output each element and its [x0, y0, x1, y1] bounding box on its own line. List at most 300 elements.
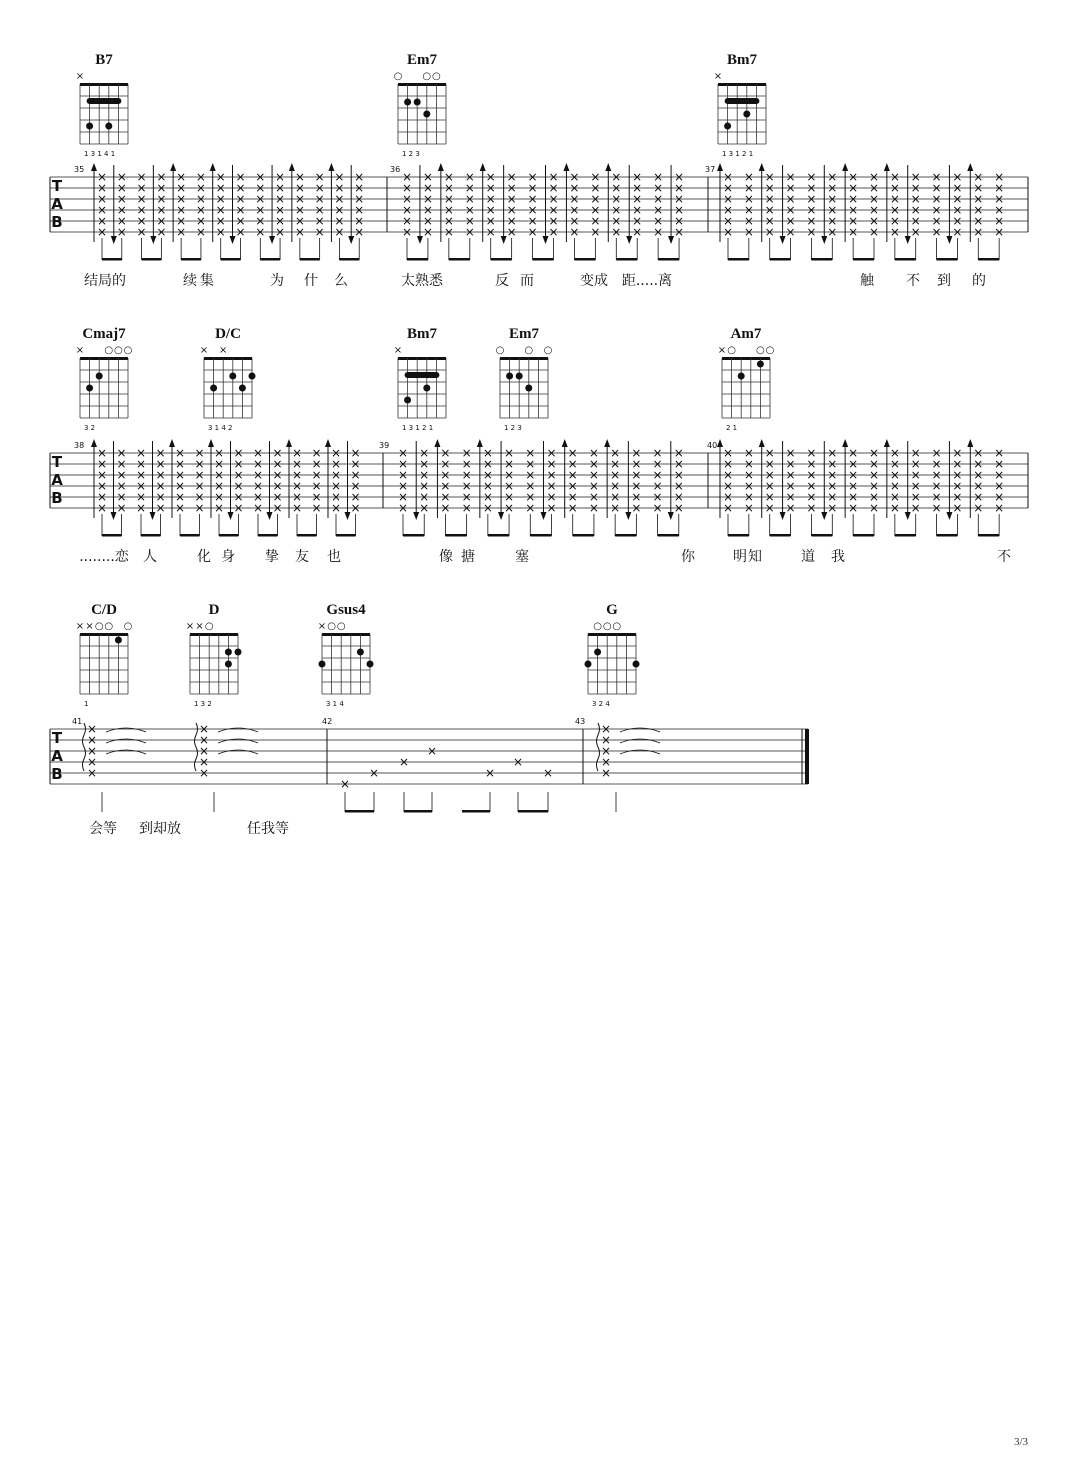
dead-note-mark: ×: [588, 468, 599, 482]
strum-column: [136, 446, 146, 536]
strum-column: [208, 439, 224, 536]
measure-number: 38: [74, 441, 85, 450]
strum-down-arrowhead: [821, 512, 827, 520]
strum-down-arrowhead: [267, 512, 273, 520]
strum-down-arrowhead: [498, 512, 504, 520]
dead-note-mark: ×: [674, 225, 685, 239]
strum-column: [842, 439, 858, 536]
strum-up-arrowhead: [967, 439, 973, 447]
open-mute-marker: ×: [185, 621, 195, 632]
dead-note-mark: ×: [973, 181, 984, 195]
tab-clef-letter: A: [51, 471, 63, 489]
dead-note-mark: ×: [135, 446, 147, 460]
dead-note-mark: ×: [422, 170, 433, 184]
dead-note-mark: ×: [610, 446, 621, 460]
dead-note-mark: ×: [136, 214, 147, 228]
strum-up-arrowhead: [325, 439, 331, 447]
strum-column: [228, 441, 244, 536]
dead-note-mark: ×: [350, 479, 361, 493]
nut: [322, 633, 370, 636]
open-mute-marker: ×: [393, 345, 403, 356]
dead-note-mark: ×: [116, 214, 127, 228]
dead-note-mark: ×: [311, 468, 322, 482]
dead-note-mark: ×: [195, 181, 206, 195]
measure-number: 43: [575, 717, 586, 726]
strum-column: [884, 163, 900, 260]
lyric-syllable: 任我等: [247, 821, 289, 837]
strum-up-arrowhead: [289, 163, 295, 171]
dead-note-mark: ×: [215, 181, 226, 195]
dead-note-mark: ×: [611, 192, 622, 206]
dead-note-mark: ×: [176, 170, 187, 184]
strum-column: [169, 439, 185, 536]
dead-note-mark: ×: [548, 192, 559, 206]
dead-note-mark: ×: [610, 468, 621, 482]
dead-note-mark: ×: [632, 203, 643, 217]
dead-note-mark: ×: [743, 181, 754, 195]
strum-column: [821, 165, 837, 260]
dead-note-mark: ×: [482, 468, 493, 482]
dead-note-mark: ×: [785, 479, 796, 493]
finger-dot: [423, 385, 430, 392]
strum-column: [668, 165, 684, 260]
dead-note-mark: ×: [722, 468, 734, 482]
dead-note-mark: ×: [673, 479, 684, 493]
lyric-syllable: 集: [200, 273, 214, 289]
dead-note-mark: ×: [764, 501, 775, 515]
dead-note-mark: ×: [275, 181, 286, 195]
strum-column: [417, 165, 433, 260]
dead-note-mark: ×: [255, 192, 266, 206]
dead-note-mark: ×: [443, 225, 454, 239]
strum-column: [946, 165, 962, 260]
dead-note-mark: ×: [889, 468, 900, 482]
dead-note-mark: ×: [215, 214, 226, 228]
lyric-syllable: 明: [733, 549, 747, 565]
dead-note-mark: ×: [136, 170, 147, 184]
dead-note-mark: ×: [743, 446, 754, 460]
dead-note-mark: ×: [334, 214, 345, 228]
dead-note-mark: ×: [600, 755, 612, 769]
dead-note-mark: ×: [653, 225, 664, 239]
fingering-numbers: 1 2 3: [402, 150, 420, 158]
dead-note-mark: ×: [994, 446, 1005, 460]
beam: [404, 810, 432, 813]
dead-note-mark: ×: [155, 457, 166, 471]
open-mute-marker: ○: [602, 621, 612, 632]
beam: [937, 258, 958, 261]
dead-note-mark: ×: [652, 490, 663, 504]
strum-column: [668, 441, 684, 536]
dead-note-mark: ×: [910, 468, 921, 482]
dead-note-mark: ×: [422, 181, 433, 195]
beam: [297, 534, 317, 537]
dead-note-mark: ×: [198, 744, 210, 758]
strum-up-arrowhead: [605, 163, 611, 171]
fingering-numbers: 1 3 1 4 1: [84, 150, 116, 158]
dead-note-mark: ×: [194, 490, 205, 504]
dead-note-mark: ×: [868, 170, 880, 184]
dead-note-mark: ×: [848, 214, 859, 228]
dead-note-mark: ×: [426, 744, 438, 758]
finger-dot: [743, 111, 750, 118]
dead-note-mark: ×: [86, 766, 98, 780]
dead-note-mark: ×: [653, 203, 664, 217]
dead-note-mark: ×: [401, 192, 413, 206]
dead-note-mark: ×: [910, 203, 921, 217]
dead-note-mark: ×: [116, 490, 127, 504]
dead-note-mark: ×: [868, 479, 880, 493]
dead-note-mark: ×: [311, 457, 322, 471]
dead-note-mark: ×: [195, 203, 206, 217]
open-mute-marker: ×: [219, 345, 228, 356]
dead-note-mark: ×: [910, 225, 921, 239]
strum-down-arrowhead: [821, 236, 827, 244]
dead-note-mark: ×: [116, 457, 127, 471]
dead-note-mark: ×: [910, 192, 921, 206]
dead-note-mark: ×: [610, 501, 621, 515]
dead-note-mark: ×: [764, 192, 775, 206]
dead-note-mark: ×: [252, 457, 264, 471]
dead-note-mark: ×: [973, 468, 984, 482]
dead-note-mark: ×: [722, 214, 734, 228]
strum-column: [413, 441, 429, 536]
dead-note-mark: ×: [952, 457, 963, 471]
dead-note-mark: ×: [116, 446, 127, 460]
dead-note-mark: ×: [674, 170, 685, 184]
dead-note-mark: ×: [806, 446, 817, 460]
dead-note-mark: ×: [931, 446, 942, 460]
dead-note-mark: ×: [401, 170, 413, 184]
open-mute-marker: ○: [593, 621, 602, 632]
dead-note-mark: ×: [848, 203, 859, 217]
dead-note-mark: ×: [827, 490, 838, 504]
dead-note-mark: ×: [350, 468, 361, 482]
strum-up-arrowhead: [967, 163, 973, 171]
nut: [588, 633, 636, 636]
dead-note-mark: ×: [722, 181, 734, 195]
dead-note-mark: ×: [889, 170, 900, 184]
dead-note-mark: ×: [397, 501, 409, 515]
dead-note-mark: ×: [485, 214, 496, 228]
open-mute-marker: ○: [727, 345, 736, 356]
beam: [728, 534, 749, 537]
lyric-syllable: 我: [831, 549, 845, 565]
dead-note-mark: ×: [525, 446, 536, 460]
dead-note-mark: ×: [994, 457, 1005, 471]
strum-column: [821, 441, 837, 536]
dead-note-mark: ×: [611, 181, 622, 195]
dead-note-mark: ×: [96, 170, 108, 184]
dead-note-mark: ×: [485, 203, 496, 217]
chord-diagram-em7: [394, 52, 446, 158]
lyric-syllable: 身: [221, 549, 235, 565]
strum-column: [111, 165, 127, 260]
strum-column: [528, 170, 538, 260]
dead-note-mark: ×: [504, 479, 515, 493]
beam: [407, 258, 428, 261]
dead-note-mark: ×: [275, 225, 286, 239]
strum-up-arrowhead: [328, 163, 334, 171]
beam: [339, 258, 359, 261]
beam: [141, 534, 161, 537]
strum-column: [780, 165, 796, 260]
strum-column: [597, 722, 661, 812]
open-mute-marker: ○: [104, 345, 114, 356]
strum-down-arrowhead: [345, 512, 351, 520]
dead-note-mark: ×: [461, 501, 472, 515]
dead-note-mark: ×: [155, 479, 166, 493]
strum-column: [590, 170, 600, 260]
lyric-syllable: 搪: [461, 549, 475, 565]
dead-note-mark: ×: [632, 192, 643, 206]
dead-note-mark: ×: [482, 490, 493, 504]
strum-column: [967, 439, 983, 536]
dead-note-mark: ×: [156, 203, 167, 217]
strum-column: [196, 170, 206, 260]
dead-note-mark: ×: [252, 446, 264, 460]
strum-column: [465, 170, 475, 260]
dead-note-mark: ×: [910, 490, 921, 504]
dead-note-mark: ×: [722, 501, 734, 515]
dead-note-mark: ×: [546, 479, 557, 493]
dead-note-mark: ×: [176, 203, 187, 217]
dead-note-mark: ×: [443, 170, 454, 184]
dead-note-mark: ×: [743, 225, 754, 239]
dead-note-mark: ×: [952, 501, 963, 515]
finger-dot: [585, 661, 592, 668]
dead-note-mark: ×: [272, 468, 283, 482]
dead-note-mark: ×: [527, 181, 538, 195]
dead-note-mark: ×: [525, 479, 536, 493]
dead-note-mark: ×: [440, 468, 451, 482]
dead-note-mark: ×: [461, 468, 472, 482]
dead-note-mark: ×: [764, 203, 775, 217]
dead-note-mark: ×: [931, 479, 942, 493]
dead-note-mark: ×: [233, 501, 244, 515]
dead-note-mark: ×: [350, 457, 361, 471]
dead-note-mark: ×: [174, 468, 186, 482]
dead-note-mark: ×: [973, 490, 984, 504]
dead-note-mark: ×: [973, 214, 984, 228]
dead-note-mark: ×: [506, 225, 517, 239]
dead-note-mark: ×: [600, 733, 612, 747]
dead-note-mark: ×: [889, 214, 900, 228]
strum-column: [398, 446, 408, 536]
open-mute-marker: ×: [75, 621, 85, 632]
dead-note-mark: ×: [631, 479, 642, 493]
strum-column: [932, 446, 942, 536]
strum-down-arrowhead: [668, 236, 674, 244]
dead-note-mark: ×: [419, 490, 430, 504]
strum-column: [653, 170, 663, 260]
dead-note-mark: ×: [785, 225, 796, 239]
strum-column: [91, 439, 107, 536]
dead-note-mark: ×: [674, 192, 685, 206]
dead-note-mark: ×: [590, 214, 601, 228]
dead-note-mark: ×: [314, 170, 325, 184]
dead-note-mark: ×: [116, 479, 127, 493]
dead-note-mark: ×: [590, 170, 601, 184]
dead-note-mark: ×: [135, 457, 147, 471]
beam: [770, 258, 791, 261]
dead-note-mark: ×: [743, 457, 754, 471]
dead-note-mark: ×: [611, 203, 622, 217]
dead-note-mark: ×: [506, 192, 517, 206]
lyric-syllable: 不: [997, 549, 1011, 565]
nut: [718, 83, 766, 86]
dead-note-mark: ×: [569, 203, 580, 217]
dead-note-mark: ×: [910, 457, 921, 471]
beam: [181, 258, 201, 261]
beam: [300, 258, 320, 261]
dead-note-mark: ×: [419, 479, 430, 493]
chord-name: Em7: [509, 326, 539, 342]
dead-note-mark: ×: [910, 446, 921, 460]
dead-note-mark: ×: [973, 203, 984, 217]
dead-note-mark: ×: [136, 225, 147, 239]
beam: [937, 534, 958, 537]
finger-dot: [239, 385, 246, 392]
chord-diagram-bm7: [714, 52, 766, 158]
dead-note-mark: ×: [116, 225, 127, 239]
dead-note-mark: ×: [743, 501, 754, 515]
dead-note-mark: ×: [931, 214, 942, 228]
dead-note-mark: ×: [610, 457, 621, 471]
dead-note-mark: ×: [889, 181, 900, 195]
strum-column: [905, 165, 921, 260]
dead-note-mark: ×: [461, 457, 472, 471]
dead-note-mark: ×: [764, 225, 775, 239]
strum-column: [563, 163, 579, 260]
strum-down-arrowhead: [780, 512, 786, 520]
beam: [978, 258, 999, 261]
dead-note-mark: ×: [994, 170, 1005, 184]
dead-note-mark: ×: [156, 214, 167, 228]
dead-note-mark: ×: [401, 225, 413, 239]
dead-note-mark: ×: [311, 446, 322, 460]
dead-note-mark: ×: [632, 225, 643, 239]
dead-note-mark: ×: [96, 468, 108, 482]
dead-note-mark: ×: [952, 446, 963, 460]
dead-note-mark: ×: [464, 181, 475, 195]
dead-note-mark: ×: [194, 479, 205, 493]
dead-note-mark: ×: [546, 501, 557, 515]
dead-note-mark: ×: [910, 170, 921, 184]
dead-note-mark: ×: [632, 170, 643, 184]
finger-dot: [86, 385, 93, 392]
dead-note-mark: ×: [527, 214, 538, 228]
lyric-syllable: 挚: [265, 549, 279, 565]
dead-note-mark: ×: [952, 490, 963, 504]
strum-column: [325, 439, 341, 536]
chord-diagram-em7: [496, 326, 553, 432]
dead-note-mark: ×: [330, 501, 342, 515]
dead-note-mark: ×: [848, 181, 859, 195]
lyric-syllable: 么: [334, 273, 348, 289]
dead-note-mark: ×: [827, 501, 838, 515]
nut: [500, 357, 548, 360]
dead-note-mark: ×: [764, 170, 775, 184]
dead-note-mark: ×: [600, 722, 612, 736]
lyric-syllable: 到却放: [139, 821, 181, 837]
dead-note-mark: ×: [156, 170, 167, 184]
dead-note-mark: ×: [136, 192, 147, 206]
strum-up-arrowhead: [563, 163, 569, 171]
dead-note-mark: ×: [401, 214, 413, 228]
dead-note-mark: ×: [294, 225, 305, 239]
dead-note-mark: ×: [311, 479, 322, 493]
open-mute-marker: ○: [432, 71, 441, 82]
nut: [204, 357, 252, 360]
dead-note-mark: ×: [272, 446, 283, 460]
dead-note-mark: ×: [868, 490, 880, 504]
tab-clef-letter: T: [51, 729, 63, 747]
nut: [398, 83, 446, 86]
strum-up-arrowhead: [842, 163, 848, 171]
dead-note-mark: ×: [275, 192, 286, 206]
dead-note-mark: ×: [464, 170, 475, 184]
dead-note-mark: ×: [590, 203, 601, 217]
dead-note-mark: ×: [785, 203, 796, 217]
open-mute-marker: ○: [204, 621, 214, 632]
strum-column: [869, 170, 879, 260]
dead-note-mark: ×: [233, 457, 244, 471]
beam: [491, 258, 512, 261]
strum-down-arrowhead: [905, 236, 911, 244]
dead-note-mark: ×: [848, 479, 859, 493]
dead-note-mark: ×: [354, 170, 365, 184]
strum-up-arrowhead: [884, 439, 890, 447]
lyric-syllable: 会等: [89, 821, 117, 837]
dead-note-mark: ×: [631, 468, 642, 482]
dead-note-mark: ×: [330, 490, 342, 504]
strum-column: [653, 446, 663, 536]
dead-note-mark: ×: [743, 468, 754, 482]
beam: [811, 258, 832, 261]
chord-diagram-bm7: [394, 326, 446, 432]
dead-note-mark: ×: [195, 214, 206, 228]
lyric-syllable: ........恋: [79, 549, 129, 565]
dead-note-mark: ×: [135, 490, 147, 504]
dead-note-mark: ×: [135, 468, 147, 482]
dead-note-mark: ×: [674, 181, 685, 195]
dead-note-mark: ×: [806, 192, 817, 206]
dead-note-mark: ×: [848, 192, 859, 206]
dead-note-mark: ×: [291, 468, 303, 482]
dead-note-mark: ×: [673, 457, 684, 471]
strum-up-arrowhead: [208, 439, 214, 447]
open-mute-marker: ○: [327, 621, 336, 632]
dead-note-mark: ×: [806, 490, 817, 504]
dead-note-mark: ×: [176, 181, 187, 195]
beam: [853, 258, 874, 261]
chord-name: C/D: [91, 602, 117, 618]
dead-note-mark: ×: [235, 203, 246, 217]
barre: [87, 98, 122, 104]
dead-note-mark: ×: [764, 446, 775, 460]
dead-note-mark: ×: [86, 755, 98, 769]
dead-note-mark: ×: [330, 468, 342, 482]
beam: [403, 534, 424, 537]
dead-note-mark: ×: [785, 457, 796, 471]
fingering-numbers: 2 1: [726, 424, 738, 432]
dead-note-mark: ×: [397, 457, 409, 471]
lyric-syllable: 你: [681, 549, 695, 565]
strum-column: [402, 170, 412, 260]
dead-note-mark: ×: [611, 170, 622, 184]
dead-note-mark: ×: [973, 457, 984, 471]
